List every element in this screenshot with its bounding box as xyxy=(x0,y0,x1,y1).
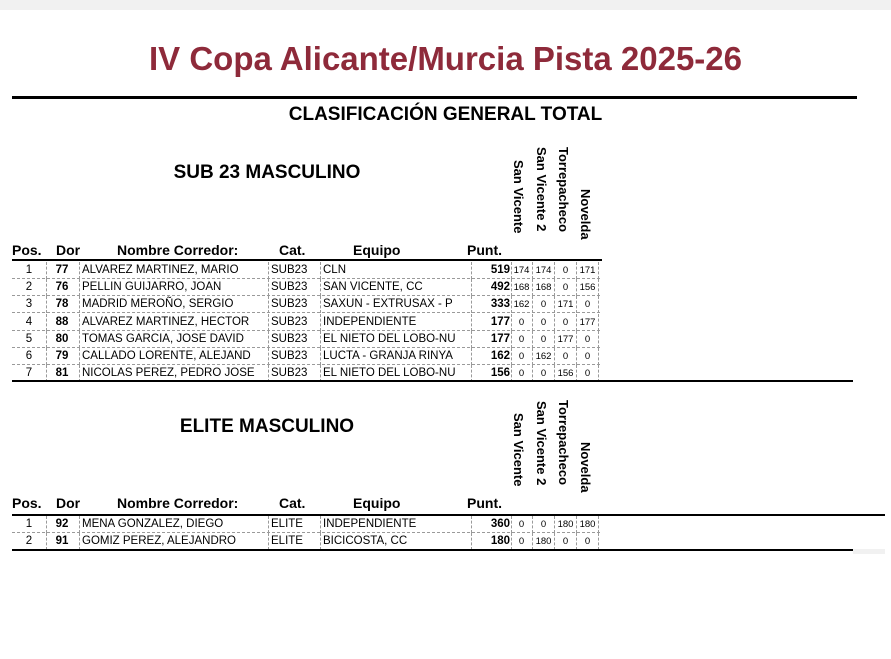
cell-points: 333 xyxy=(490,298,510,311)
cell-race-points: 0 xyxy=(562,316,569,328)
cell-race-points: 171 xyxy=(557,299,574,311)
section-title-sub23: SUB 23 MASCULINO xyxy=(173,162,361,183)
cell-race-points: 168 xyxy=(513,282,530,294)
cell-points: 177 xyxy=(490,332,510,345)
cell-points: 177 xyxy=(490,315,510,328)
cell-race-points: 0 xyxy=(584,368,591,380)
cell-points: 360 xyxy=(490,518,510,530)
cell-race-points: 0 xyxy=(562,351,569,362)
cell-dor: 92 xyxy=(55,518,69,530)
header-race-novelda: Novelda xyxy=(578,189,593,240)
cell-race-points: 0 xyxy=(540,368,547,380)
cell-team: CLN xyxy=(323,264,347,276)
cell-pos: 3 xyxy=(25,298,33,311)
table-row xyxy=(12,314,600,331)
header-points: Punt. xyxy=(467,495,502,511)
cell-dor: 78 xyxy=(55,298,69,311)
cell-race-points: 0 xyxy=(518,333,525,345)
header-race-torrepacheco: Torrepacheco xyxy=(556,400,571,486)
cell-team: SAN VICENTE, CC xyxy=(323,281,423,294)
cell-race-points: 0 xyxy=(584,299,591,311)
cell-name: GOMIZ PEREZ, ALEJANDRO xyxy=(82,535,236,548)
cell-name: MENA GONZALEZ, DIEGO xyxy=(82,518,224,530)
cell-race-points: 0 xyxy=(562,265,569,276)
header-name: Nombre Corredor: xyxy=(117,495,239,511)
cell-race-points: 0 xyxy=(518,316,525,328)
cell-points: 162 xyxy=(490,350,510,362)
cell-race-points: 177 xyxy=(579,316,596,328)
cell-race-points: 0 xyxy=(540,519,547,530)
cell-pos: 1 xyxy=(25,518,33,530)
cell-team: EL NIETO DEL LOBO-NU xyxy=(323,367,456,380)
cell-points: 156 xyxy=(490,367,510,380)
cell-dor: 79 xyxy=(55,350,69,362)
cell-race-points: 0 xyxy=(584,536,591,548)
header-race-novelda: Novelda xyxy=(578,442,593,493)
header-divider-sub23 xyxy=(12,259,602,261)
cell-points: 180 xyxy=(490,535,510,548)
footer-divider xyxy=(12,549,853,551)
edge-strip xyxy=(853,549,885,554)
cell-name: ALVAREZ MARTINEZ, MARIO xyxy=(82,264,239,276)
cell-race-points: 0 xyxy=(540,333,547,345)
cell-race-points: 162 xyxy=(535,351,552,362)
cell-race-points: 0 xyxy=(584,333,591,345)
cell-pos: 1 xyxy=(25,264,33,276)
header-race-san-vicente-2: San Vicente 2 xyxy=(534,401,549,486)
title-divider xyxy=(12,96,857,99)
cell-race-points: 0 xyxy=(562,282,569,294)
cell-race-points: 180 xyxy=(557,519,574,530)
cell-cat: SUB23 xyxy=(271,367,308,380)
cell-pos: 2 xyxy=(25,535,33,548)
subtitle: CLASIFICACIÓN GENERAL TOTAL xyxy=(288,104,603,125)
cell-team: EL NIETO DEL LOBO-NU xyxy=(323,332,456,345)
cell-cat: SUB23 xyxy=(271,332,308,345)
cell-dor: 88 xyxy=(55,315,69,328)
header-race-san-vicente-2: San Vicente 2 xyxy=(534,147,549,232)
page-title: IV Copa Alicante/Murcia Pista 2025-26 xyxy=(148,40,743,77)
header-pos: Pos. xyxy=(12,495,42,511)
cell-race-points: 0 xyxy=(518,368,525,380)
cell-pos: 5 xyxy=(25,332,33,345)
cell-race-points: 168 xyxy=(535,282,552,294)
cell-race-points: 180 xyxy=(579,519,596,530)
top-edge xyxy=(0,0,891,10)
cell-race-points: 0 xyxy=(584,351,591,362)
cell-name: MADRID MEROÑO, SERGIO xyxy=(82,298,234,311)
cell-cat: SUB23 xyxy=(271,350,308,362)
header-points: Punt. xyxy=(467,242,502,258)
cell-race-points: 0 xyxy=(518,351,525,362)
header-race-san-vicente: San Vicente xyxy=(511,413,526,487)
section-title-elite: ELITE MASCULINO xyxy=(179,416,355,437)
cell-points: 492 xyxy=(490,281,510,294)
cell-cat: SUB23 xyxy=(271,298,308,311)
cell-race-points: 0 xyxy=(518,536,525,548)
cell-race-points: 156 xyxy=(579,282,596,294)
cell-team: INDEPENDIENTE xyxy=(323,518,417,530)
cell-cat: ELITE xyxy=(271,535,303,548)
header-cat: Cat. xyxy=(279,242,306,258)
cell-race-points: 156 xyxy=(557,368,574,380)
cell-race-points: 171 xyxy=(579,265,596,276)
cell-dor: 77 xyxy=(55,264,69,276)
cell-name: PELLIN GUIJARRO, JOAN xyxy=(82,281,222,294)
table-row xyxy=(12,331,600,348)
cell-name: TOMAS GARCIA, JOSE DAVID xyxy=(82,332,244,345)
cell-cat: SUB23 xyxy=(271,264,308,276)
cell-race-points: 180 xyxy=(535,536,552,548)
cell-pos: 6 xyxy=(25,350,33,362)
cell-team: BICICOSTA, CC xyxy=(323,535,408,548)
cell-name: NICOLAS PEREZ, PEDRO JOSE xyxy=(82,367,255,380)
cell-dor: 81 xyxy=(55,367,69,380)
table-row xyxy=(12,533,600,550)
cell-dor: 80 xyxy=(55,332,69,345)
cell-team: LUCTA - GRANJA RINYA xyxy=(323,350,453,362)
cell-cat: SUB23 xyxy=(271,281,308,294)
table-row xyxy=(12,279,600,296)
header-team: Equipo xyxy=(353,495,401,511)
cell-cat: ELITE xyxy=(271,518,303,530)
cell-race-points: 0 xyxy=(518,519,525,530)
cell-race-points: 0 xyxy=(540,299,547,311)
table-row xyxy=(12,348,600,365)
cell-race-points: 177 xyxy=(557,333,574,345)
header-name: Nombre Corredor: xyxy=(117,242,239,258)
cell-team: INDEPENDIENTE xyxy=(323,315,417,328)
table-row xyxy=(12,262,600,279)
table-row xyxy=(12,296,600,313)
header-race-torrepacheco: Torrepacheco xyxy=(556,147,571,233)
cell-race-points: 174 xyxy=(535,265,552,276)
cell-race-points: 162 xyxy=(513,299,530,311)
header-cat: Cat. xyxy=(279,495,306,511)
cell-name: CALLADO LORENTE, ALEJAND xyxy=(82,350,251,362)
header-pos: Pos. xyxy=(12,242,42,258)
cell-pos: 4 xyxy=(25,315,33,328)
cell-name: ALVAREZ MARTINEZ, HECTOR xyxy=(82,315,250,328)
cell-race-points: 0 xyxy=(562,536,569,548)
header-team: Equipo xyxy=(353,242,401,258)
cell-pos: 7 xyxy=(25,367,33,380)
cell-points: 519 xyxy=(490,264,510,276)
header-race-san-vicente: San Vicente xyxy=(511,160,526,234)
cell-race-points: 0 xyxy=(540,316,547,328)
cell-dor: 91 xyxy=(55,535,69,548)
cell-race-points: 174 xyxy=(513,265,530,276)
cell-pos: 2 xyxy=(25,281,33,294)
table-row xyxy=(12,516,600,533)
header-dor: Dor xyxy=(56,242,81,258)
cell-team: SAXUN - EXTRUSAX - P xyxy=(323,298,453,311)
cell-dor: 76 xyxy=(55,281,69,294)
section-divider xyxy=(12,380,853,382)
header-dor: Dor xyxy=(56,495,81,511)
cell-cat: SUB23 xyxy=(271,315,308,328)
